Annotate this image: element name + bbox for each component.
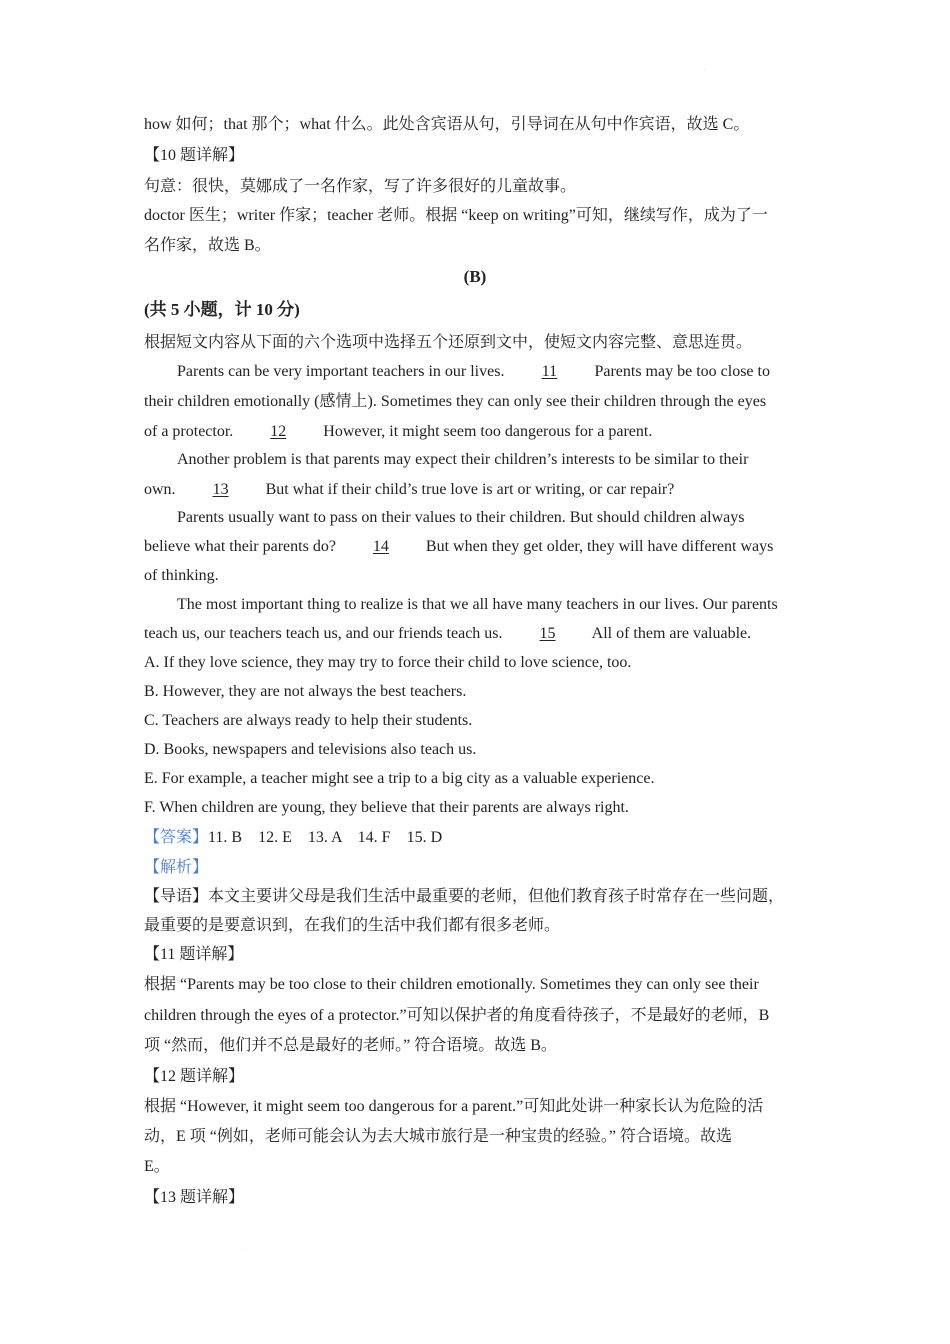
speck-mark: . [242,1246,244,1252]
passage-line [177,362,770,382]
answer-item: 15. D [406,829,443,846]
question-12-heading: 【12 题详解】 [144,1068,245,1085]
passage-text: own. [144,481,176,498]
passage-line: of thinking. [144,567,219,584]
detail-line: 根据 “Parents may be too close to their children emotionally. Sometimes they can only see their [144,976,759,993]
analysis-label: 【解析】 [144,859,209,876]
passage-line [144,422,652,442]
option-f: F. When children are young, they believe that their parents are always right. [144,799,629,816]
detail-line: 项 “然而，他们并不总是最好的老师。” 符合语境。故选 B。 [144,1037,557,1054]
blank-14: 14 [372,538,389,555]
text-line: 名作家，故选 B。 [144,237,271,254]
passage-line: The most important thing to realize is that we all have many teachers in our lives. Our parents [177,596,778,613]
answer-line [144,828,442,848]
intro-line: 【导语】本文主要讲父母是我们生活中最重要的老师，但他们教育孩子时常存在一些问题， [144,888,785,905]
question-11-heading: 【11 题详解】 [144,946,244,963]
question-10-heading: 【10 题详解】 [144,147,245,164]
instruction: 根据短文内容从下面的六个选项中选择五个还原到文中，使短文内容完整、意思连贯。 [144,334,753,351]
option-c: C. Teachers are always ready to help their students. [144,712,473,729]
passage-text: However, it might seem too dangerous for a parent. [323,423,653,440]
blank-11: 11 [541,363,558,380]
answer-label: 【答案】 [144,829,209,846]
answer-item: 11. B [208,829,243,846]
option-a: A. If they love science, they may try to force their child to love science, too. [144,654,632,671]
detail-line: 根据 “However, it might seem too dangerous for a parent.”可知此处讲一种家长认为危险的活 [144,1098,764,1115]
answer-item: 13. A [307,829,342,846]
detail-line: children through the eyes of a protector.”可知以保护者的角度看待孩子，不是最好的老师，B [144,1007,770,1024]
blank-15: 15 [539,625,556,642]
option-b: B. However, they are not always the best teachers. [144,683,467,700]
passage-text: teach us, our teachers teach us, and our friends teach us. [144,625,503,642]
passage-line: Another problem is that parents may expect their children’s interests to be similar to their [177,451,749,468]
intro-line: 最重要的是要意识到，在我们的生活中我们都有很多老师。 [144,917,561,934]
passage-text: But when they get older, they will have different ways [425,538,774,555]
option-e: E. For example, a teacher might see a trip to a big city as a valuable experience. [144,770,655,787]
blank-13: 13 [212,481,229,498]
detail-line: E。 [144,1158,170,1175]
passage-line [144,537,773,557]
section-title: (B) [463,267,487,286]
blank-12: 12 [270,423,287,440]
passage-line: Parents usually want to pass on their values to their children. But should children always [177,509,745,526]
passage-text: believe what their parents do? [144,538,336,555]
passage-text: Parents may be too close to [594,363,770,380]
text-line: how 如何；that 那个；what 什么。此处含宾语从句，引导词在从句中作宾语，故选 C。 [144,116,750,133]
passage-line [144,480,674,500]
passage-text: All of them are valuable. [591,625,752,642]
passage-line: their children emotionally (感情上). Sometimes they can only see their children through the eyes [144,393,767,410]
text-line: 句意：很快，莫娜成了一名作家，写了许多很好的儿童故事。 [144,178,577,195]
answer-item: 14. F [357,829,391,846]
question-13-heading: 【13 题详解】 [144,1189,245,1206]
section-subtitle: (共 5 小题，计 10 分) [144,300,300,319]
answer-item: 12. E [258,829,292,846]
text-line: doctor 医生；writer 作家；teacher 老师。根据 “keep on writing”可知，继续写作，成为了一 [144,207,768,224]
passage-text: But what if their child’s true love is art or writing, or car repair? [265,481,675,498]
option-d: D. Books, newspapers and televisions also teach us. [144,741,477,758]
detail-line: 动，E 项 “例如，老师可能会认为去大城市旅行是一种宝贵的经验。” 符合语境。故选 [144,1128,732,1145]
speck-mark: . [704,66,706,72]
passage-text: Parents can be very important teachers in our lives. [177,363,505,380]
passage-line [144,624,751,644]
passage-text: of a protector. [144,423,234,440]
